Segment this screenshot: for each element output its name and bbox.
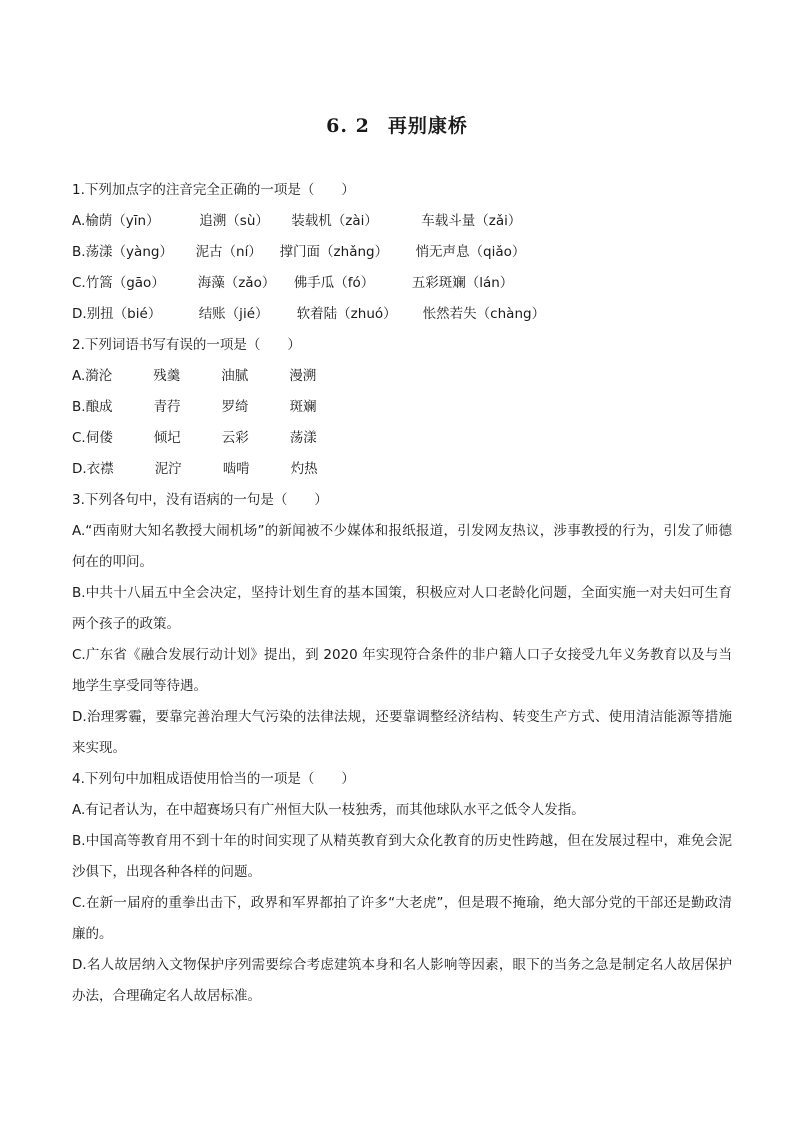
- question-4-option-a: A.有记者认为，在中超赛场只有广州恒大队一枝独秀，而其他球队水平之低令人发指。: [72, 802, 585, 818]
- question-4-stem: 4.下列句中加粗成语使用恰当的一项是（ ）: [72, 771, 355, 787]
- question-3-option-a: A.“西南财大知名教授大闹机场”的新闻被不少媒体和报纸报道，引发网友热议，涉事教授的行为，引发了师德何在的叩问。: [72, 523, 732, 570]
- question-1-option-b: B.荡漾（yàng） 泥古（ní） 撑门面（zhǎng） 悄无声息（qiǎo）: [72, 244, 526, 260]
- question-2-option-d: D.衣襟 泥泞 啮啃 灼热: [72, 461, 318, 477]
- question-list: [72, 175, 732, 1012]
- question-3-option-d: D.治理雾霾，要靠完善治理大气污染的法律法规，还要靠调整经济结构、转变生产方式、使用清洁能源等措施来实现。: [72, 709, 732, 756]
- section-title: 再别康桥: [387, 115, 468, 137]
- question-2-option-b: B.酿成 青荇 罗绮 斑斓: [72, 399, 317, 415]
- question-1-option-a: A.榆荫（yīn） 追溯（sù） 装载机（zài） 车载斗量（zǎi）: [72, 213, 522, 229]
- question-3-option-b: B.中共十八届五中全会决定，坚持计划生育的基本国策，积极应对人口老龄化问题，全面实施一对夫妇可生育两个孩子的政策。: [72, 585, 732, 632]
- page-title: [0, 111, 794, 138]
- question-4-option-c: C.在新一届府的重拳出击下，政界和军界都拍了许多“大老虎”，但是瑕不掩瑜，绝大部分党的干部还是勤政清廉的。: [72, 895, 732, 942]
- question-2-stem: 2.下列词语书写有误的一项是（ ）: [72, 337, 301, 353]
- question-2-option-a: A.漪沦 残羹 油腻 漫溯: [72, 368, 317, 384]
- question-3-stem: 3.下列各句中，没有语病的一句是（ ）: [72, 492, 328, 508]
- question-4-option-b: B.中国高等教育用不到十年的时间实现了从精英教育到大众化教育的历史性跨越，但在发展过程中，难免会泥沙俱下，出现各种各样的问题。: [72, 833, 732, 880]
- section-number: 6. 2: [326, 115, 370, 137]
- question-3-option-c: C.广东省《融合发展行动计划》提出，到 2020 年实现符合条件的非户籍人口子女接受九年义务教育以及与当地学生享受同等待遇。: [72, 647, 732, 694]
- question-2-option-c: C.伺偻 倾圮 云彩 荡漾: [72, 430, 317, 446]
- question-4-option-d: D.名人故居纳入文物保护序列需要综合考虑建筑本身和名人影响等因素，眼下的当务之急是制定名人故居保护办法，合理确定名人故居标准。: [72, 957, 732, 1004]
- question-1-option-c: C.竹篙（gāo） 海藻（zǎo） 佛手瓜（fó） 五彩斑斓（lán）: [72, 275, 514, 291]
- question-1-stem: 1.下列加点字的注音完全正确的一项是（ ）: [72, 182, 355, 198]
- question-1-option-d: D.别扭（bié） 结账（jié） 软着陆（zhuó） 怅然若失（chàng）: [72, 306, 546, 322]
